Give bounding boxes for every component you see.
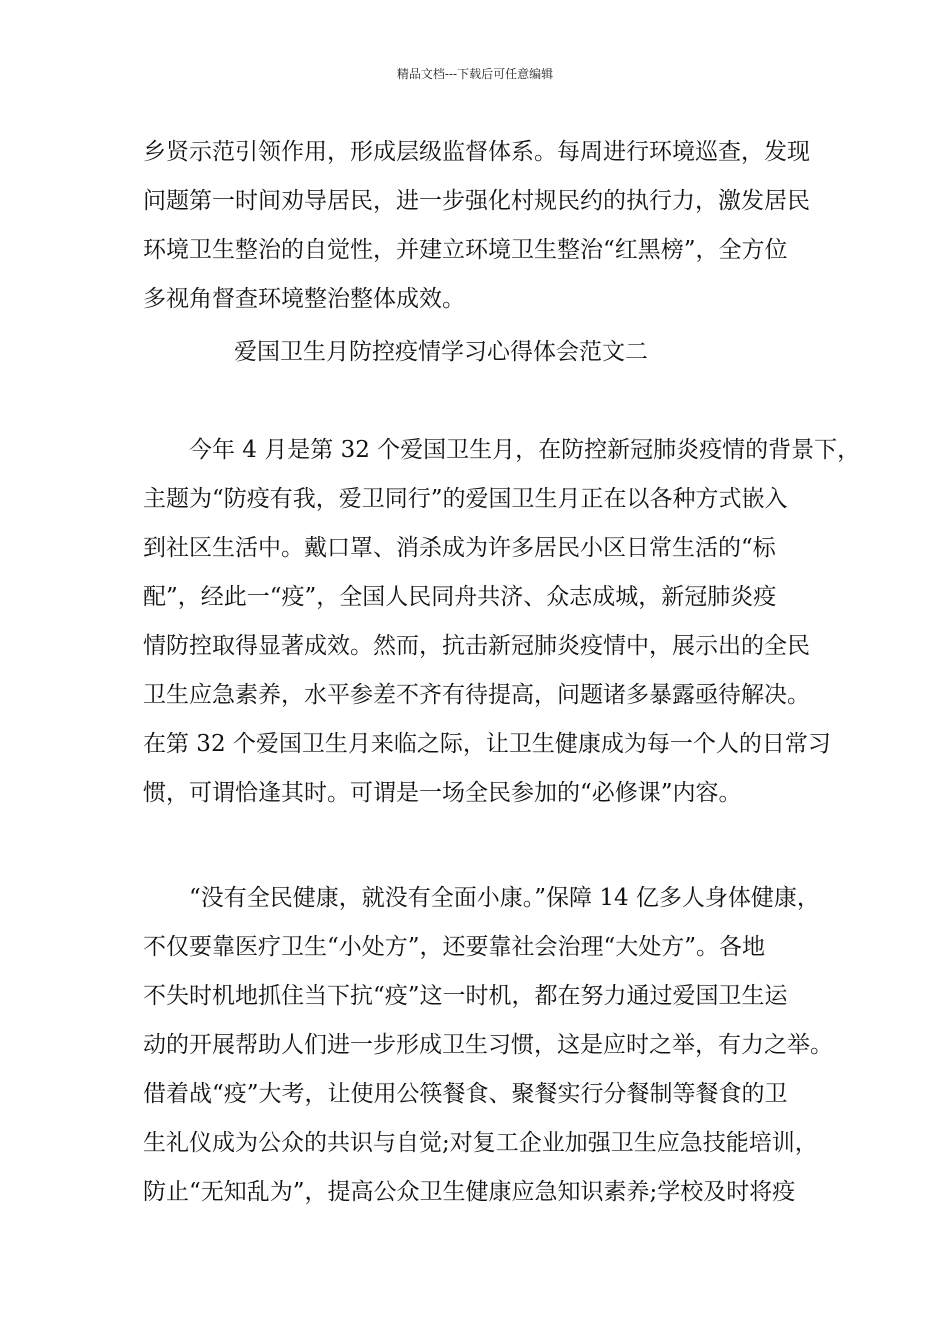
text-line: 今年 4 月是第 32 个爱国卫生月，在防控新冠肺炎疫情的背景下， — [143, 437, 861, 463]
text-line: 乡贤示范引领作用，形成层级监督体系。每周进行环境巡查，发现 — [143, 139, 810, 165]
text-line: 情防控取得显著成效。然而，抗击新冠肺炎疫情中，展示出的全民 — [143, 633, 810, 659]
text-line: 生礼仪成为公众的共识与自觉;对复工企业加强卫生应急技能培训， — [143, 1130, 818, 1156]
text-line: “没有全民健康，就没有全面小康。”保障 14 亿多人身体健康， — [143, 885, 820, 911]
text-line: 不失时机地抓住当下抗“疫”这一时机，都在努力通过爱国卫生运 — [143, 983, 788, 1009]
text-line: 环境卫生整治的自觉性，并建立环境卫生整治“红黑榜”，全方位 — [143, 237, 788, 263]
text-line: 多视角督查环境整治整体成效。 — [143, 286, 465, 312]
paragraph-intro — [143, 426, 861, 818]
page-header: 精品文档---下载后可任意编辑 — [396, 67, 554, 81]
text-line: 主题为“防疫有我，爱卫同行”的爱国卫生月正在以各种方式嵌入 — [143, 486, 788, 512]
text-line: 动的开展帮助人们进一步形成卫生习惯，这是应时之举，有力之举。 — [143, 1032, 833, 1058]
text-line: 在第 32 个爱国卫生月来临之际，让卫生健康成为每一个人的日常习 — [143, 731, 831, 757]
text-line: 借着战“疫”大考，让使用公筷餐食、聚餐实行分餐制等餐食的卫 — [143, 1081, 788, 1107]
text-line: 防止“无知乱为”，提高公众卫生健康应急知识素养;学校及时将疫 — [143, 1179, 796, 1205]
paragraph-continuation — [143, 128, 833, 324]
text-line: 问题第一时间劝导居民，进一步强化村规民约的执行力，激发居民 — [143, 188, 810, 214]
text-line: 到社区生活中。戴口罩、消杀成为许多居民小区日常生活的“标 — [143, 535, 776, 561]
section-title: 爱国卫生月防控疫情学习心得体会范文二 — [234, 339, 648, 365]
text-line: 配”，经此一“疫”，全国人民同舟共济、众志成城，新冠肺炎疫 — [143, 584, 777, 610]
text-line: 惯，可谓恰逢其时。可谓是一场全民参加的“必修课”内容。 — [143, 780, 742, 806]
text-line: 卫生应急素养，水平参差不齐有待提高，问题诸多暴露亟待解决。 — [143, 682, 810, 708]
text-line: 不仅要靠医疗卫生“小处方”，还要靠社会治理“大处方”。各地 — [143, 934, 766, 960]
paragraph-health — [143, 874, 833, 1217]
